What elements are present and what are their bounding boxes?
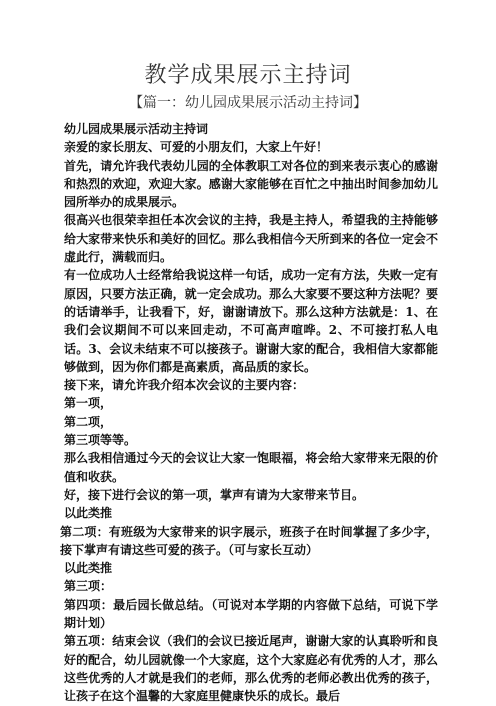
document-title: 教学成果展示主持词 (144, 63, 352, 88)
body-paragraph: 第一项， (64, 396, 113, 411)
body-paragraph: 第三项等等。 (64, 433, 137, 448)
body-paragraph: 亲爱的家长朋友、可爱的小朋友们，大家上午好！ (64, 140, 329, 155)
body-paragraph: 幼儿园成果展示活动主持词 (64, 122, 209, 136)
body-paragraph: 以此类推 (64, 561, 113, 576)
body-paragraph: 首先，请允许我代表幼儿园的全体教职工对各位的到来表示衷心的感谢和热烈的欢迎，欢迎大家。感谢大家能够在百忙之中抽出时间参加幼儿园所举办的成果展示。 (64, 158, 438, 210)
body-paragraph: 很高兴也很荣幸担任本次会议的主持，我是主持人，希望我的主持能够给大家带来快乐和美好的回忆。那么我相信今天所到来的各位一定会不虚此行，满载而归。 (64, 213, 438, 265)
body-paragraph: 第五项：结束会议（我们的会议已接近尾声，谢谢大家的认真聆听和良好的配合，幼儿园就像一个大家庭，这个大家庭必有优秀的人才，那么这些优秀的人才就是我们的老师，那么优秀的老师必教出优秀的孩子，让孩子在这个温馨的大家庭里健康快乐的成长。最后 (64, 634, 438, 704)
body-paragraph: 第二项， (64, 414, 113, 429)
body-paragraph: 第二项：有班级为大家带来的识字展示，班孩子在时间掌握了多少字，接下掌声有请这些可爱的孩子。（可与家长互动） (60, 524, 438, 557)
body-paragraph: 那么我相信通过今天的会议让大家一饱眼福，将会给大家带来无限的价值和收获。 (64, 451, 438, 484)
document-body (60, 120, 438, 706)
body-paragraph: 第三项： (64, 579, 113, 594)
document-subtitle: 【篇一：幼儿园成果展示活动主持词】 (129, 95, 367, 111)
body-paragraph: 好，接下进行会议的第一项，掌声有请为大家带来节目。 (64, 487, 365, 502)
body-paragraph: 以此类推 (64, 506, 113, 521)
body-paragraph: 有一位成功人士经常给我说这样一句话，成功一定有方法，失败一定有原因，只要方法正确，就一定会成功。那么大家要不要这种方法呢？要的话请举手，让我看下，好，谢谢请放下。那么这种方法就是：1、在我们会议期间不可以来回走动，不可高声喧哗。2、不可接打私人电话。3、会议未结束不可以接孩子。谢谢大家的配合，我相信大家都能够做到，因为你们都是高素质，高品质的家长。 (64, 268, 438, 374)
body-paragraph: 接下来，请允许我介绍本次会议的主要内容： (64, 378, 305, 393)
body-paragraph: 第四项：最后园长做总结。（可说对本学期的内容做下总结，可说下学期计划） (64, 597, 438, 631)
